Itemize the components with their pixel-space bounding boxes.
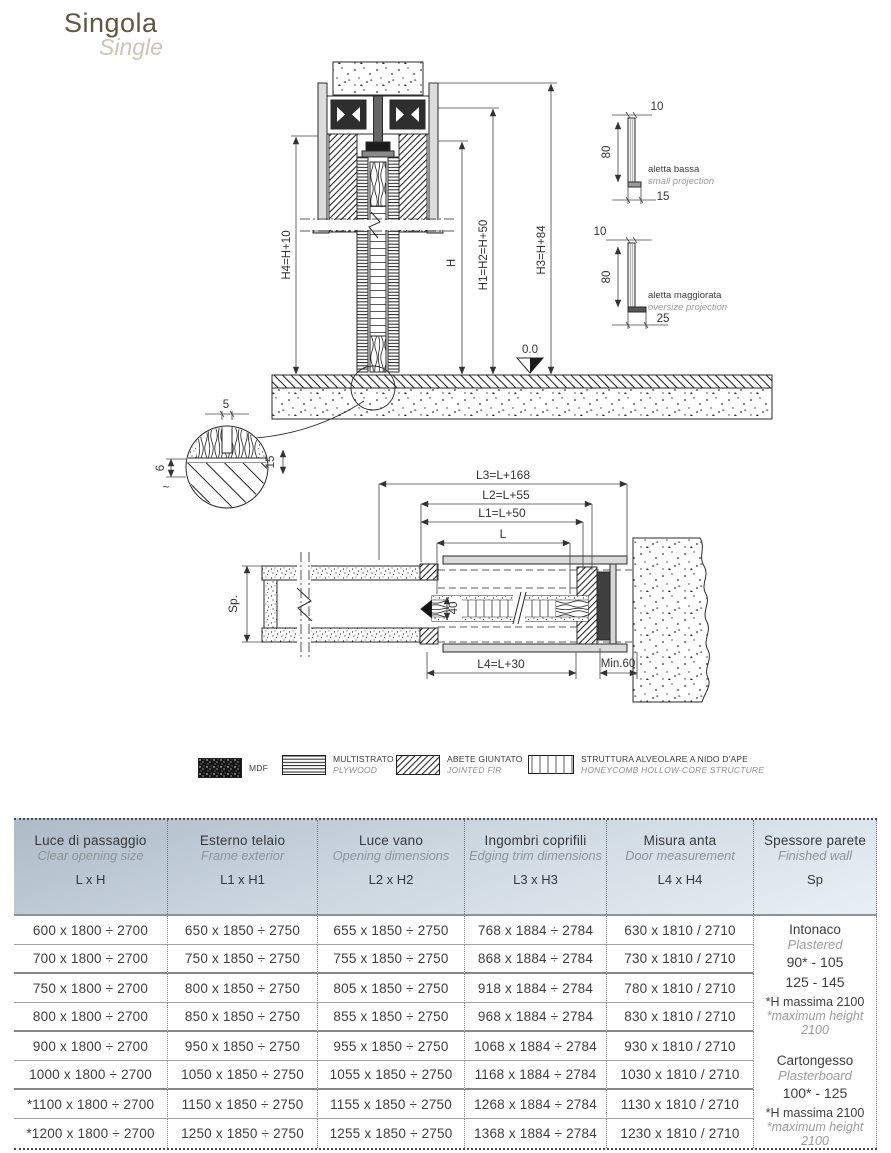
spec-cell: 1150 x 1850 ÷ 2750 (168, 1090, 318, 1119)
dim-detail-approx: ~ (162, 482, 170, 494)
legend-item-fir (396, 754, 523, 775)
dim-detail-depth: 15 (265, 455, 277, 469)
dim-label-h4: H4=H+10 (281, 230, 293, 280)
spec-cell: 968 x 1884 ÷ 2784 (465, 1003, 607, 1032)
legend-label: MULTISTRATO (333, 754, 394, 764)
spec-cell: 1155 x 1850 ÷ 2750 (318, 1090, 465, 1119)
spec-cell: 750 x 1850 ÷ 2750 (168, 945, 318, 974)
spec-cell: 850 x 1850 ÷ 2750 (168, 1003, 318, 1032)
dim-small-height: 80 (601, 145, 613, 159)
wall-type-plasterboard: Cartongesso Plasterboard 100* - 125 *H massima 2100 *maximum height 2100 (765, 1053, 865, 1149)
dim-label-min60: Min.60 (600, 658, 636, 670)
legend-item-honeycomb (528, 754, 764, 775)
spec-cell: 600 x 1800 ÷ 2700 (14, 916, 168, 945)
spec-cell: 918 x 1884 ÷ 2784 (465, 974, 607, 1003)
spec-cell: 1368 x 1884 ÷ 2784 (465, 1119, 607, 1148)
spec-cell: 630 x 1810 / 2710 (607, 916, 754, 945)
page-subtitle: Single (99, 34, 163, 60)
plywood-swatch-icon (282, 755, 326, 775)
dim-label-leaf-40: 40 (448, 601, 460, 615)
dim-label-l3: L3=L+168 (475, 468, 531, 482)
spec-cell: 730 x 1810 / 2710 (607, 945, 754, 974)
spec-cell: 780 x 1810 / 2710 (607, 974, 754, 1003)
spec-cell: 1030 x 1810 / 2710 (607, 1061, 754, 1090)
spec-cell: 750 x 1800 ÷ 2700 (14, 974, 168, 1003)
legend-label: ABETE GIUNTATO (447, 754, 523, 764)
spec-cell: 1055 x 1850 ÷ 2750 (318, 1061, 465, 1090)
dim-label-h1: H1=H2=H+50 (478, 219, 490, 291)
col-header-door-measurement: Misura anta Door measurement L4 x H4 (607, 820, 754, 914)
col-header-opening-dimensions: Luce vano Opening dimensions L2 x H2 (318, 820, 465, 914)
spec-cell: 830 x 1810 / 2710 (607, 1003, 754, 1032)
spec-cell: 1168 x 1884 ÷ 2784 (465, 1061, 607, 1090)
plan-section-drawing (262, 538, 709, 702)
vertical-section-drawing (256, 62, 772, 438)
table-header (14, 818, 877, 916)
spec-cell: 1000 x 1800 ÷ 2700 (14, 1061, 168, 1090)
legend-item-plywood (282, 754, 394, 775)
dim-label-l1: L1=L+50 (478, 506, 526, 520)
spec-cell: 800 x 1800 ÷ 2700 (14, 1003, 168, 1032)
dim-oversize-bottom: 25 (656, 313, 670, 325)
legend-label-en: HONEYCOMB HOLLOW-CORE STRUCTURE (581, 764, 765, 775)
small-projection-label-en: small projection (648, 176, 714, 187)
spec-cell: 855 x 1850 ÷ 2750 (318, 1003, 465, 1032)
col-header-clear-opening: Luce di passaggio Clear opening size L x H (14, 820, 168, 914)
spec-cell: 700 x 1800 ÷ 2700 (14, 945, 168, 974)
dim-detail-slot: 5 (222, 399, 230, 411)
wall-thickness-column (754, 916, 877, 1148)
legend-label: MDF (249, 762, 269, 773)
spec-cell: 650 x 1850 ÷ 2750 (168, 916, 318, 945)
oversize-projection-label-it: aletta maggiorata (648, 290, 722, 301)
mdf-swatch-icon (198, 758, 242, 778)
spec-cell: 1230 x 1810 / 2710 (607, 1119, 754, 1148)
dim-small-bottom: 15 (656, 191, 670, 203)
dim-label-sp: Sp. (226, 594, 240, 614)
spec-cell: 930 x 1810 / 2710 (607, 1032, 754, 1061)
materials-legend (0, 752, 891, 796)
jointed-fir-swatch-icon (396, 755, 440, 775)
datum-label: 0.0 (522, 344, 538, 356)
dim-small-top: 10 (650, 101, 664, 113)
dim-label-l2: L2=L+55 (482, 488, 530, 502)
spec-cell: 755 x 1850 ÷ 2750 (318, 945, 465, 974)
legend-label-en: JOINTED FIR (447, 764, 502, 775)
dim-detail-gap: 6 (155, 464, 167, 472)
dim-label-h3: H3=H+84 (536, 225, 548, 275)
dim-oversize-top: 10 (593, 226, 607, 238)
legend-item-mdf (198, 758, 268, 778)
table-body (14, 916, 877, 1150)
spec-cell: 1268 x 1884 ÷ 2784 (465, 1090, 607, 1119)
honeycomb-swatch-icon (528, 755, 574, 774)
spec-cell: 868 x 1884 ÷ 2784 (465, 945, 607, 974)
legend-label-en: PLYWOOD (333, 764, 378, 775)
small-projection-label-it: aletta bassa (648, 164, 700, 175)
dim-oversize-height: 80 (601, 270, 613, 284)
col-header-edging-trim: Ingombri coprifili Edging trim dimensions L3 x H3 (465, 820, 607, 914)
spec-cell: 768 x 1884 ÷ 2784 (465, 916, 607, 945)
legend-label: STRUTTURA ALVEOLARE A NIDO D'APE (581, 754, 749, 764)
spec-cell: 1255 x 1850 ÷ 2750 (318, 1119, 465, 1148)
col-header-wall-thickness: Spessore parete Finished wall Sp (754, 820, 877, 914)
spec-cell: 900 x 1800 ÷ 2700 (14, 1032, 168, 1061)
spec-cell: 1068 x 1884 ÷ 2784 (465, 1032, 607, 1061)
dim-label-l4: L4=L+30 (477, 657, 525, 671)
wall-type-plastered: Intonaco Plastered 90* - 105 125 - 145 *H massima 2100 *maximum height 2100 (765, 922, 865, 1037)
spec-cell: 1050 x 1850 ÷ 2750 (168, 1061, 318, 1090)
table-rows (14, 916, 754, 1148)
dim-label-l: L (499, 527, 507, 541)
spec-cell: 1250 x 1850 ÷ 2750 (168, 1119, 318, 1148)
spec-cell: 805 x 1850 ÷ 2750 (318, 974, 465, 1003)
dim-label-h: H (446, 258, 458, 268)
col-header-frame-exterior: Esterno telaio Frame exterior L1 x H1 (168, 820, 318, 914)
spec-cell: 1130 x 1810 / 2710 (607, 1090, 754, 1119)
spec-cell: 950 x 1850 ÷ 2750 (168, 1032, 318, 1061)
page-title: Singola (64, 8, 158, 38)
oversize-projection-label-en: oversize projection (648, 302, 728, 313)
spec-cell: 655 x 1850 ÷ 2750 (318, 916, 465, 945)
wall-section (633, 538, 709, 702)
spec-cell: 955 x 1850 ÷ 2750 (318, 1032, 465, 1061)
spec-cell: *1200 x 1800 ÷ 2700 (14, 1119, 168, 1148)
dimensions-table (14, 818, 877, 1150)
spec-cell: *1100 x 1800 ÷ 2700 (14, 1090, 168, 1119)
spec-cell: 800 x 1850 ÷ 2750 (168, 974, 318, 1003)
